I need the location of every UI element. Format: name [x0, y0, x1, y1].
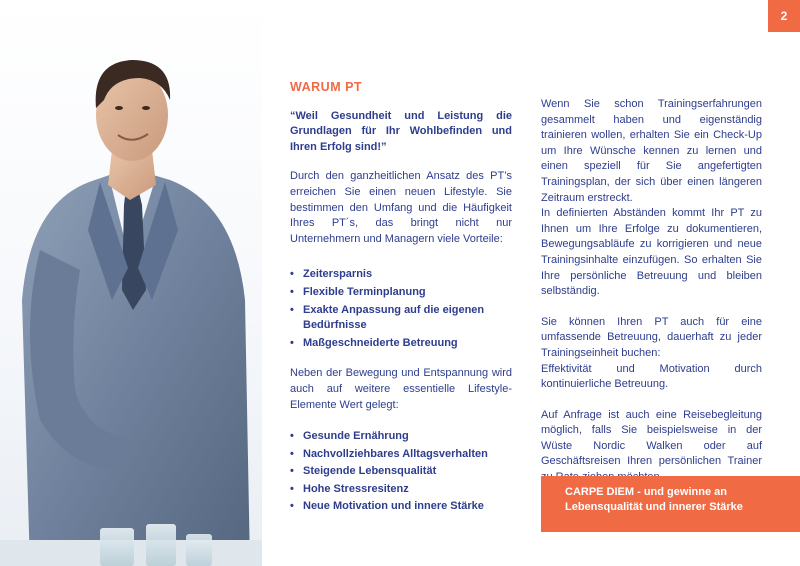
right-text-column [541, 97, 762, 486]
section-heading: WARUM PT [290, 80, 363, 94]
page-number-badge: 2 [768, 0, 800, 32]
quote: “Weil Gesundheit und Leistung die Grundlagen für Ihr Wohlbefinden und Ihren Erfolg sind!” [290, 109, 512, 153]
lifestyle-paragraph: Neben der Bewegung und Entspannung wird auch auf weitere essentielle Lifestyle-Elemente Wert gelegt: [290, 367, 512, 411]
list-item: • Maßgeschneiderte Betreuung [290, 336, 512, 352]
intro-paragraph: Durch den ganzheitlichen Ansatz des PT’s erreichen Sie einen neuen Lifestyle. Sie bestimmen den Umfang und die Häufigkeit Ihres PT´s, das bringt nicht nur Unternehmern und Managern viele Vorteile: [290, 170, 512, 245]
paragraph-intervals: In definierten Abständen kommt Ihr PT zu Ihnen um Ihre Erfolge zu dokumentieren, Bewegungsabläufe zu korrigieren und neue Trainingsinhalte einzufügen. So erhalten Sie Ihre persönliche Betreuung und bleiben selbständig. [541, 207, 762, 298]
list-item: • Flexible Terminplanung [290, 285, 512, 301]
list-item: • Exakte Anpassung auf die eigenen Bedürfnisse [290, 303, 512, 334]
banner-line-2: Lebensqualität und innerer Stärke [565, 501, 743, 513]
businessman-photo [0, 0, 262, 566]
carpe-diem-banner [541, 476, 800, 532]
paragraph-booking: Sie können Ihren PT auch für eine umfassende Betreuung, dauerhaft zu jeder Trainingseinheit buchen: [541, 315, 762, 359]
list-item: • Nachvollziehbares Alltagsverhalten [290, 447, 512, 463]
list-item: • Steigende Lebensqualität [290, 464, 512, 480]
paragraph-travel: Auf Anfrage ist auch eine Reisebegleitung möglich, falls Sie beispielsweise in der Wüste Nordic Walken oder auf Geschäftsreisen Ihren persönlichen Trainer [541, 408, 762, 468]
businessman-illustration [0, 0, 262, 566]
lifestyle-list [290, 429, 512, 515]
benefits-list [290, 267, 512, 351]
list-item: • Gesunde Ernährung [290, 429, 512, 445]
banner-line-1: CARPE DIEM - und gewinne an [565, 486, 727, 498]
list-item: • Neue Motivation und innere Stärke [290, 499, 512, 515]
paragraph-effectiveness: Effektivität und Motivation durch kontinuierliche Betreuung. [541, 362, 762, 391]
list-item: • Zeitersparnis [290, 267, 512, 283]
list-item: • Hohe Stressresitenz [290, 482, 512, 498]
paragraph-checkup: Wenn Sie schon Trainingserfahrungen gesammelt haben und eigenständig trainieren wollen, erhalten Sie ein Check-Up um Ihre Wünsche kennen zu lernen und einen speziell für Sie angefertigten Trainingsplan, der sich über einen längeren Zeitraum erstreckt. [541, 98, 762, 204]
left-text-column [290, 80, 512, 517]
